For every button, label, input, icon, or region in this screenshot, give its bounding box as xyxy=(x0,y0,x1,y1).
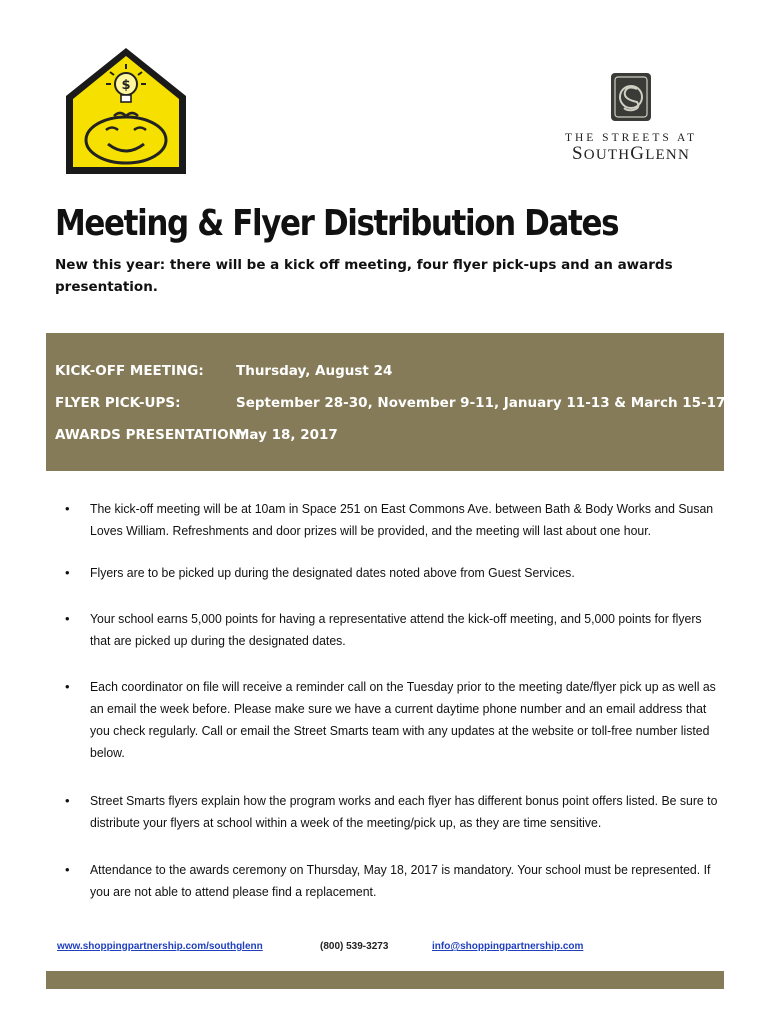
list-item: • Street Smarts flyers explain how the program works and each flyer has different bonus point offers listed. Be sure to distribute your flyers at school within a week of the meeting/pick up, as they are time sensitive. xyxy=(62,790,722,834)
bottom-bar xyxy=(46,971,724,989)
list-item: • Your school earns 5,000 points for having a representative attend the kick-off meeting, and 5,000 points for flyers that are picked up during the designated dates. xyxy=(62,608,722,652)
email-link[interactable]: info@shoppingpartnership.com xyxy=(432,941,584,952)
schedule-label: AWARDS PRESENTATION: xyxy=(55,427,246,443)
list-item: • Flyers are to be picked up during the designated dates noted above from Guest Services. xyxy=(62,562,722,584)
southglenn-logo xyxy=(560,72,702,168)
bullet-icon: • xyxy=(65,565,70,580)
list-item: • Each coordinator on file will receive a reminder call on the Tuesday prior to the meeting date/flyer pick up as well as an email the week before. Please make sure we have a current daytime phone number and an email address that you check regularly. Call or email the Street Smarts team with any updates at the website or toll-free number listed below. xyxy=(62,676,722,764)
street-smarts-logo xyxy=(62,44,190,178)
footer xyxy=(57,941,717,957)
schedule-value: September 28-30, November 9-11, January 11-13 & March 15-17 xyxy=(236,395,726,411)
schedule-band xyxy=(46,333,724,471)
bullet-icon: • xyxy=(65,501,70,516)
schedule-label: KICK-OFF MEETING: xyxy=(55,363,204,379)
website-link[interactable]: www.shoppingpartnership.com/southglenn xyxy=(57,941,263,952)
page-title: Meeting & Flyer Distribution Dates xyxy=(55,203,619,244)
schedule-value: Thursday, August 24 xyxy=(236,363,393,379)
svg-text:$: $ xyxy=(121,78,131,93)
sg-monogram-icon xyxy=(610,72,652,122)
southglenn-wordmark: SOUTHGLENN xyxy=(572,143,690,164)
bullet-icon: • xyxy=(65,862,70,877)
list-item: • Attendance to the awards ceremony on Thursday, May 18, 2017 is mandatory. Your school must be represented. If you are not able to attend please find a replacement. xyxy=(62,859,722,903)
list-item: • The kick-off meeting will be at 10am in Space 251 on East Commons Ave. between Bath & Body Works and Susan Loves William. Refreshments and door prizes will be provided, and the meeting will last about one hour. xyxy=(62,498,722,542)
schedule-value: May 18, 2017 xyxy=(236,427,338,443)
bullet-icon: • xyxy=(65,793,70,808)
streets-at-text: THE STREETS AT xyxy=(564,132,698,144)
schedule-row-pickups xyxy=(55,395,725,411)
bullet-icon: • xyxy=(65,611,70,626)
bullet-icon: • xyxy=(65,679,70,694)
schedule-row-awards xyxy=(55,427,338,443)
phone-number: (800) 539-3273 xyxy=(320,941,389,952)
subtitle: New this year: there will be a kick off meeting, four flyer pick-ups and an awards presentation. xyxy=(55,257,673,295)
schedule-label: FLYER PICK-UPS: xyxy=(55,395,181,411)
schedule-row-kickoff xyxy=(55,363,392,379)
